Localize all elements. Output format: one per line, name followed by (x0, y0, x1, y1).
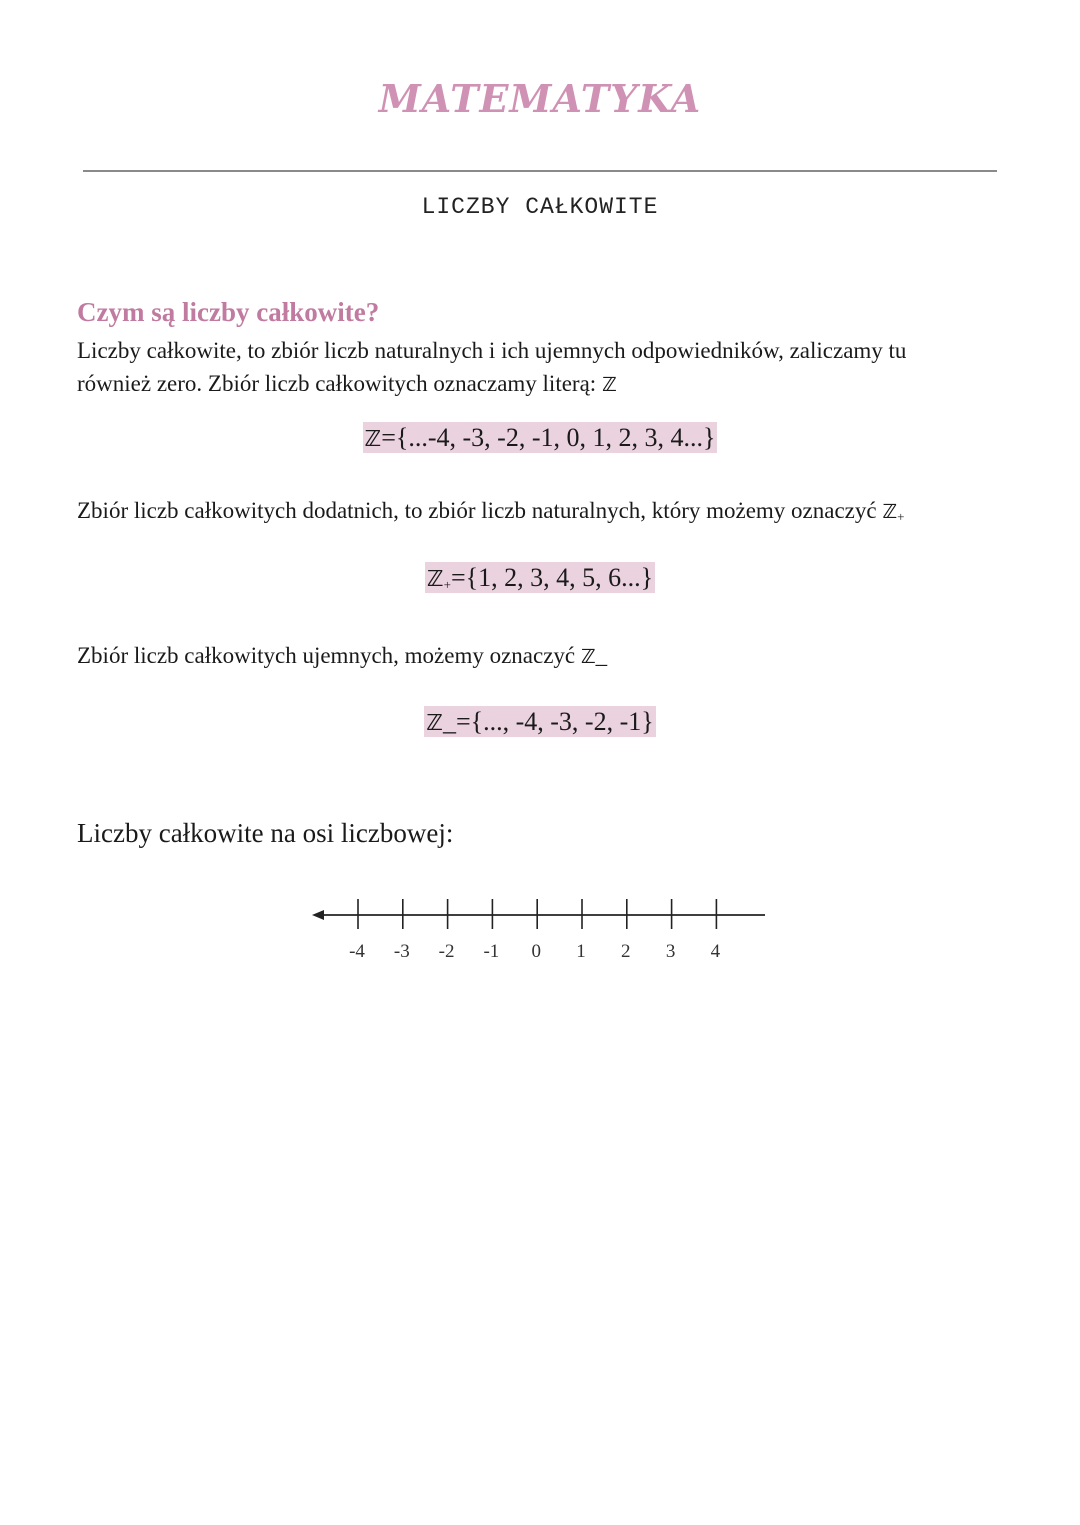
z-symbol: ℤ (882, 500, 898, 523)
tick-label: 2 (621, 941, 631, 962)
intro-line-2-text: również zero. Zbiór liczb całkowitych oznaczamy literą: (77, 371, 597, 396)
tick-label: 0 (531, 941, 541, 962)
z-symbol: ℤ (601, 373, 617, 396)
plus-subscript: + (897, 509, 905, 524)
tick-label: -3 (393, 941, 410, 962)
tick-label: -4 (349, 941, 365, 962)
minus-subscript: _ (595, 643, 608, 668)
tick-label: 3 (665, 941, 676, 962)
topic-title: LICZBY CAŁKOWITE (421, 194, 659, 220)
intro-line-1: Liczby całkowite, to zbiór liczb naturalnych i ich ujemnych odpowiedników, zaliczamy tu (77, 338, 907, 363)
axis-arrow-left-icon (312, 910, 324, 920)
number-line-heading: Liczby całkowite na osi liczbowej: (77, 818, 454, 848)
negative-text: Zbiór liczb całkowitych ujemnych, możemy oznaczyć (77, 643, 576, 668)
z-symbol: ℤ (426, 566, 444, 592)
tick-label: 1 (576, 941, 586, 962)
z-symbol: ℤ (364, 426, 382, 452)
set-negative-value: ={..., -4, -3, -2, -1} (455, 707, 654, 736)
positive-text: Zbiór liczb całkowitych dodatnich, to zbiór liczb naturalnych, który możemy oznaczyć (77, 498, 877, 523)
tick-label: 4 (710, 941, 721, 962)
section-heading: Czym są liczby całkowite? (77, 297, 380, 327)
page-title: MATEMATYKA (378, 76, 702, 121)
z-symbol: ℤ (426, 710, 443, 736)
plus-subscript: + (443, 577, 451, 592)
minus-subscript: _ (442, 707, 456, 736)
tick-label: -1 (483, 941, 500, 962)
set-all-value: ={...-4, -3, -2, -1, 0, 1, 2, 3, 4...} (381, 423, 716, 452)
z-symbol: ℤ (580, 645, 596, 668)
set-positive-value: ={1, 2, 3, 4, 5, 6...} (450, 563, 654, 592)
tick-label: -2 (438, 941, 455, 962)
